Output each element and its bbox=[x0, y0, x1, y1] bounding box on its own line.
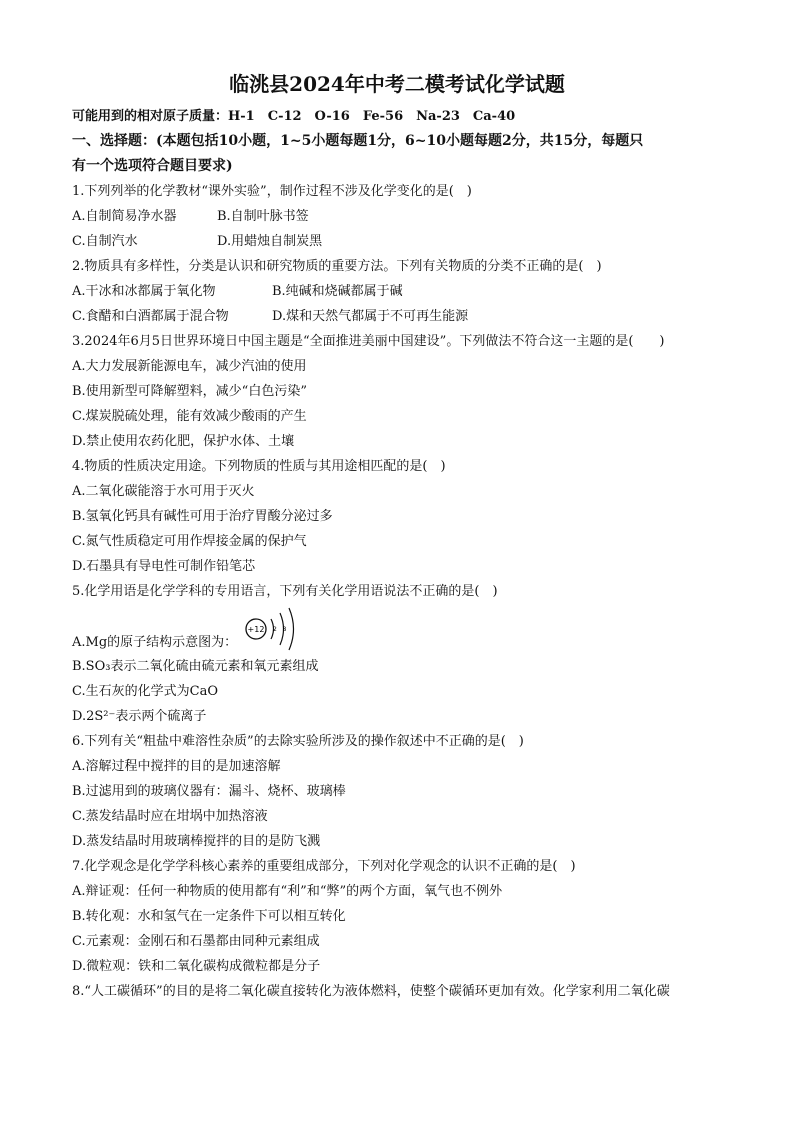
option-b: B.氢氧化钙具有碱性可用于治疗胃酸分泌过多 bbox=[72, 509, 333, 524]
mg-atom-structure-diagram bbox=[243, 606, 299, 652]
option-d: D.2S²⁻表示两个硫离子 bbox=[72, 709, 207, 724]
question-6-stem: 6.下列有关“粗盐中难溶性杂质”的去除实验所涉及的操作叙述中不正确的是( ) bbox=[72, 734, 524, 749]
question-2-options-row1 bbox=[72, 279, 722, 304]
option-b: B.自制叶脉书签 bbox=[217, 209, 309, 224]
question-1-stem: 1.下列列举的化学教材“课外实验”，制作过程不涉及化学变化的是( ) bbox=[72, 184, 472, 199]
option-a: A.大力发展新能源电车，减少汽油的使用 bbox=[72, 359, 307, 374]
section-heading-line1: 一、选择题：(本题包括10小题，1~5小题每题1分，6~10小题每题2分，共15分，每题只 bbox=[72, 133, 644, 149]
question-2-stem: 2.物质具有多样性，分类是认识和研究物质的重要方法。下列有关物质的分类不正确的是( ) bbox=[72, 259, 602, 274]
option-a-row bbox=[72, 604, 722, 654]
section-heading-line2: 有一个选项符合题目要求) bbox=[72, 158, 233, 174]
option-a: A.溶解过程中搅拌的目的是加速溶解 bbox=[72, 759, 281, 774]
question-5-stem: 5.化学用语是化学学科的专用语言，下列有关化学用语说法不正确的是( ) bbox=[72, 584, 498, 599]
question-1-options-row2 bbox=[72, 229, 722, 254]
question-8-stem: 8.“人工碳循环”的目的是将二氧化碳直接转化为液体燃料，使整个碳循环更加有效。化学家利用二氧化碳 bbox=[72, 984, 670, 999]
nucleus-charge-label: +12 bbox=[247, 625, 265, 634]
option-a: A.Mg的原子结构示意图为： bbox=[72, 634, 238, 650]
question-7-stem: 7.化学观念是化学学科核心素养的重要组成部分，下列对化学观念的认识不正确的是( ) bbox=[72, 859, 576, 874]
option-a: A.辩证观：任何一种物质的使用都有“利”和“弊”的两个方面，氧气也不例外 bbox=[72, 884, 503, 899]
atomic-mass-line: 可能用到的相对原子质量：H-1 C-12 O-16 Fe-56 Na-23 Ca-40 bbox=[72, 109, 516, 124]
option-c: C.蒸发结晶时应在坩埚中加热溶液 bbox=[72, 809, 268, 824]
option-b: B.使用新型可降解塑料，减少“白色污染” bbox=[72, 384, 307, 399]
option-c: C.氮气性质稳定可用作焊接金属的保护气 bbox=[72, 534, 307, 549]
exam-title: 临洮县2024年中考二模考试化学试题 bbox=[229, 72, 565, 96]
question-2-options-row2 bbox=[72, 304, 722, 329]
option-c: C.生石灰的化学式为CaO bbox=[72, 684, 218, 699]
option-b: B.SO₃表示二氧化硫由硫元素和氧元素组成 bbox=[72, 659, 319, 674]
option-a: A.自制简易净水器 bbox=[72, 209, 177, 224]
option-c: C.元素观：金刚石和石墨都由同种元素组成 bbox=[72, 934, 320, 949]
question-1-options-row1 bbox=[72, 204, 722, 229]
option-a: A.二氧化碳能溶于水可用于灭火 bbox=[72, 484, 255, 499]
exam-page bbox=[72, 70, 722, 1004]
option-b: B.纯碱和烧碱都属于碱 bbox=[272, 284, 403, 299]
option-d: D.禁止使用农药化肥，保护水体、土壤 bbox=[72, 434, 295, 449]
option-c: C.自制汽水 bbox=[72, 234, 138, 249]
option-d: D.蒸发结晶时用玻璃棒搅拌的目的是防飞溅 bbox=[72, 834, 321, 849]
shell-1-count: 2 bbox=[273, 626, 277, 633]
shell-2-count: 8 bbox=[282, 626, 287, 633]
option-d: D.微粒观：铁和二氧化碳构成微粒都是分子 bbox=[72, 959, 321, 974]
option-b: B.过滤用到的玻璃仪器有：漏斗、烧杯、玻璃棒 bbox=[72, 784, 346, 799]
option-d: D.用蜡烛自制炭黑 bbox=[217, 234, 323, 249]
question-3-stem: 3.2024年6月5日世界环境日中国主题是“全面推进美丽中国建设”。下列做法不符合这一主题的是( ) bbox=[72, 334, 665, 349]
option-c: C.食醋和白酒都属于混合物 bbox=[72, 309, 229, 324]
option-a: A.干冰和冰都属于氧化物 bbox=[72, 284, 216, 299]
question-4-stem: 4.物质的性质决定用途。下列物质的性质与其用途相匹配的是( ) bbox=[72, 459, 446, 474]
option-d: D.石墨具有导电性可制作铅笔芯 bbox=[72, 559, 256, 574]
option-c: C.煤炭脱硫处理，能有效减少酸雨的产生 bbox=[72, 409, 307, 424]
option-d: D.煤和天然气都属于不可再生能源 bbox=[272, 309, 469, 324]
option-b: B.转化观：水和氢气在一定条件下可以相互转化 bbox=[72, 909, 346, 924]
